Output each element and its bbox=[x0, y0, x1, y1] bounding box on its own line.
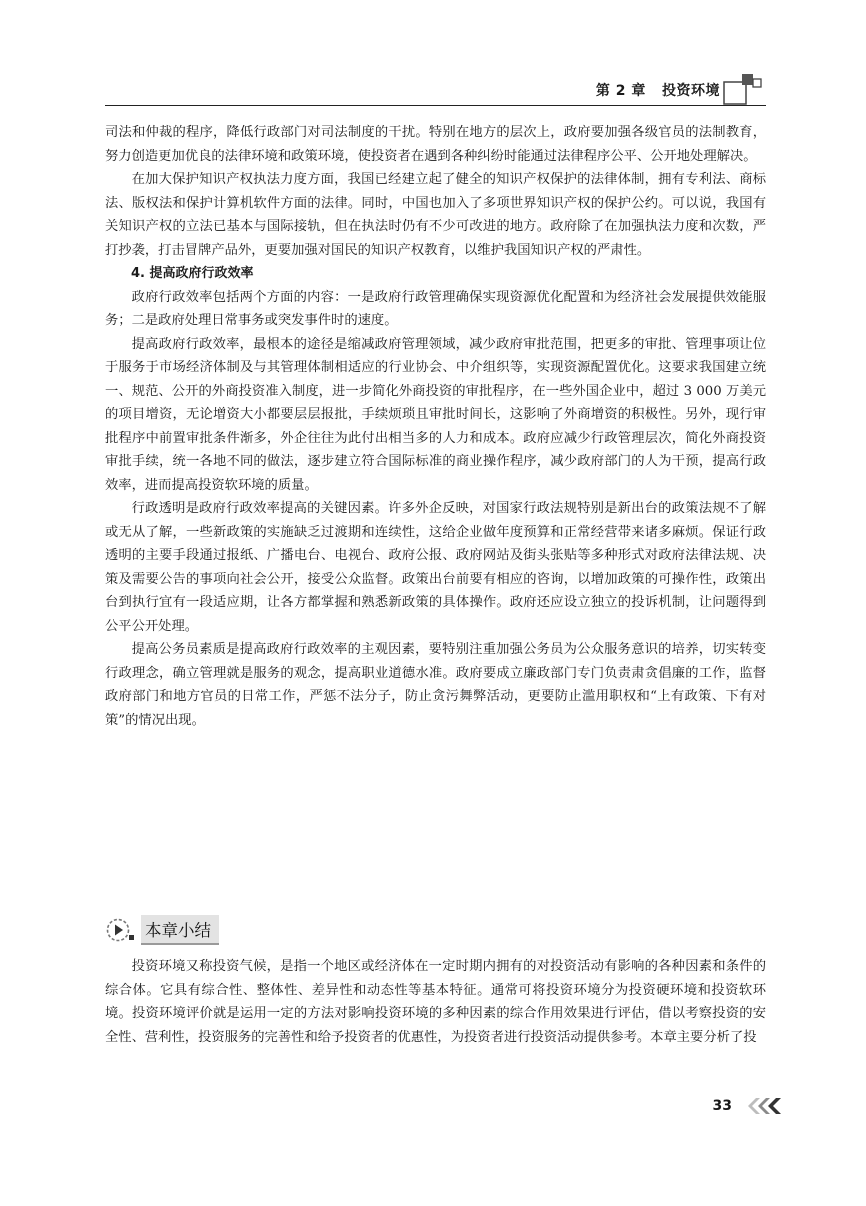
play-circle-icon bbox=[105, 917, 135, 943]
paragraph: 行政透明是政府行政效率提高的关键因素。许多外企反映，对国家行政法规特别是新出台的政策法规不了解或无从了解，一些新政策的实施缺乏过渡期和连续性，这给企业做年度预算和正常经营带来诸多麻烦。保证行政透明的主要手段通过报纸、广播电台、电视台、政府公报、政府网站及街头张贴等多种形式对政府法律法规、决策及需要公告的事项向社会公开，接受公众监督。政策出台前要有相应的咨询，以增加政策的可操作性，政策出台到执行宜有一段适应期，让各方都掌握和熟悉新政策的具体操作。政府还应设立独立的投诉机制，让问题得到公平公开处理。 bbox=[105, 501, 766, 634]
chapter-summary-heading bbox=[105, 916, 219, 944]
paragraph: 政府行政效率包括两个方面的内容：一是政府行政管理确保实现资源优化配置和为经济社会发展提供效能服务；二是政府处理日常事务或突发事件时的速度。 bbox=[105, 289, 766, 328]
main-text bbox=[105, 121, 766, 732]
page-number: 33 bbox=[712, 1098, 732, 1114]
overlapping-squares-icon bbox=[722, 70, 766, 106]
section-heading: 4. 提高政府行政效率 bbox=[131, 266, 254, 281]
summary-text bbox=[105, 955, 766, 1049]
paragraph: 投资环境又称投资气候，是指一个地区或经济体在一定时期内拥有的对投资活动有影响的各种因素和条件的综合体。它具有综合性、整体性、差异性和动态性等基本特征。通常可将投资环境分为投资硬环境和投资软环境。投资环境评价就是运用一定的方法对影响投资环境的多种因素的综合作用效果进行评估，借以考察投资的安全性、营利性，投资服务的完善性和给予投资者的优惠性，为投资者进行投资活动提供参考。本章主要分析了投 bbox=[105, 959, 766, 1045]
chapter-number: 第 2 章 bbox=[595, 83, 646, 99]
paragraph: 在加大保护知识产权执法力度方面，我国已经建立起了健全的知识产权保护的法律体制，拥有专利法、商标法、版权法和保护计算机软件方面的法律。同时，中国也加入了多项世界知识产权的保护公约。可以说，我国有关知识产权的立法已基本与国际接轨，但在执法时仍有不少可改进的地方。政府除了在加强执法力度和次数，严打抄袭，打击冒牌产品外，更要加强对国民的知识产权教育，以维护我国知识产权的严肃性。 bbox=[105, 172, 766, 258]
page-footer bbox=[713, 1097, 786, 1115]
paragraph: 提高政府行政效率，最根本的途径是缩减政府管理领域，减少政府审批范围，把更多的审批、管理事项让位于服务于市场经济体制及与其管理体制相适应的行业协会、中介组织等，实现资源配置优化。这要求我国建立统一、规范、公开的外商投资准入制度，进一步简化外商投资的审批程序，在一些外国企业中，超过 3 000 万美元的项目增资，无论增资大小都要层层报批，手续烦琐且审批时间长，这影响了外商增资的积极性。另外，现行审批程序中前置审批条件渐多，外企往往为此付出相当多的人力和成本。政府应减少行政管理层次，简化外商投资审批手续，统一各地不同的做法，逐步建立符合国际标准的商业操作程序，减少政府部门的人为干预，提高行政效率，进而提高投资软环境的质量。 bbox=[105, 336, 766, 493]
chapter-title: 投资环境 bbox=[662, 83, 720, 99]
triple-chevron-left-icon bbox=[746, 1097, 786, 1115]
running-header bbox=[596, 80, 720, 100]
header-rule bbox=[105, 105, 766, 106]
paragraph: 司法和仲裁的程序，降低行政部门对司法制度的干扰。特别在地方的层次上，政府要加强各级官员的法制教育，努力创造更加优良的法律环境和政策环境，使投资者在遇到各种纠纷时能通过法律程序公平、公开地处理解决。 bbox=[105, 125, 766, 164]
page-header bbox=[105, 70, 766, 106]
summary-title: 本章小结 bbox=[141, 915, 219, 945]
paragraph: 提高公务员素质是提高政府行政效率的主观因素，要特别注重加强公务员为公众服务意识的培养，切实转变行政理念，确立管理就是服务的观念，提高职业道德水准。政府要成立廉政部门专门负责肃贪倡廉的工作，监督政府部门和地方官员的日常工作，严惩不法分子，防止贪污舞弊活动，更要防止滥用职权和“上有政策、下有对策”的情况出现。 bbox=[105, 642, 766, 728]
